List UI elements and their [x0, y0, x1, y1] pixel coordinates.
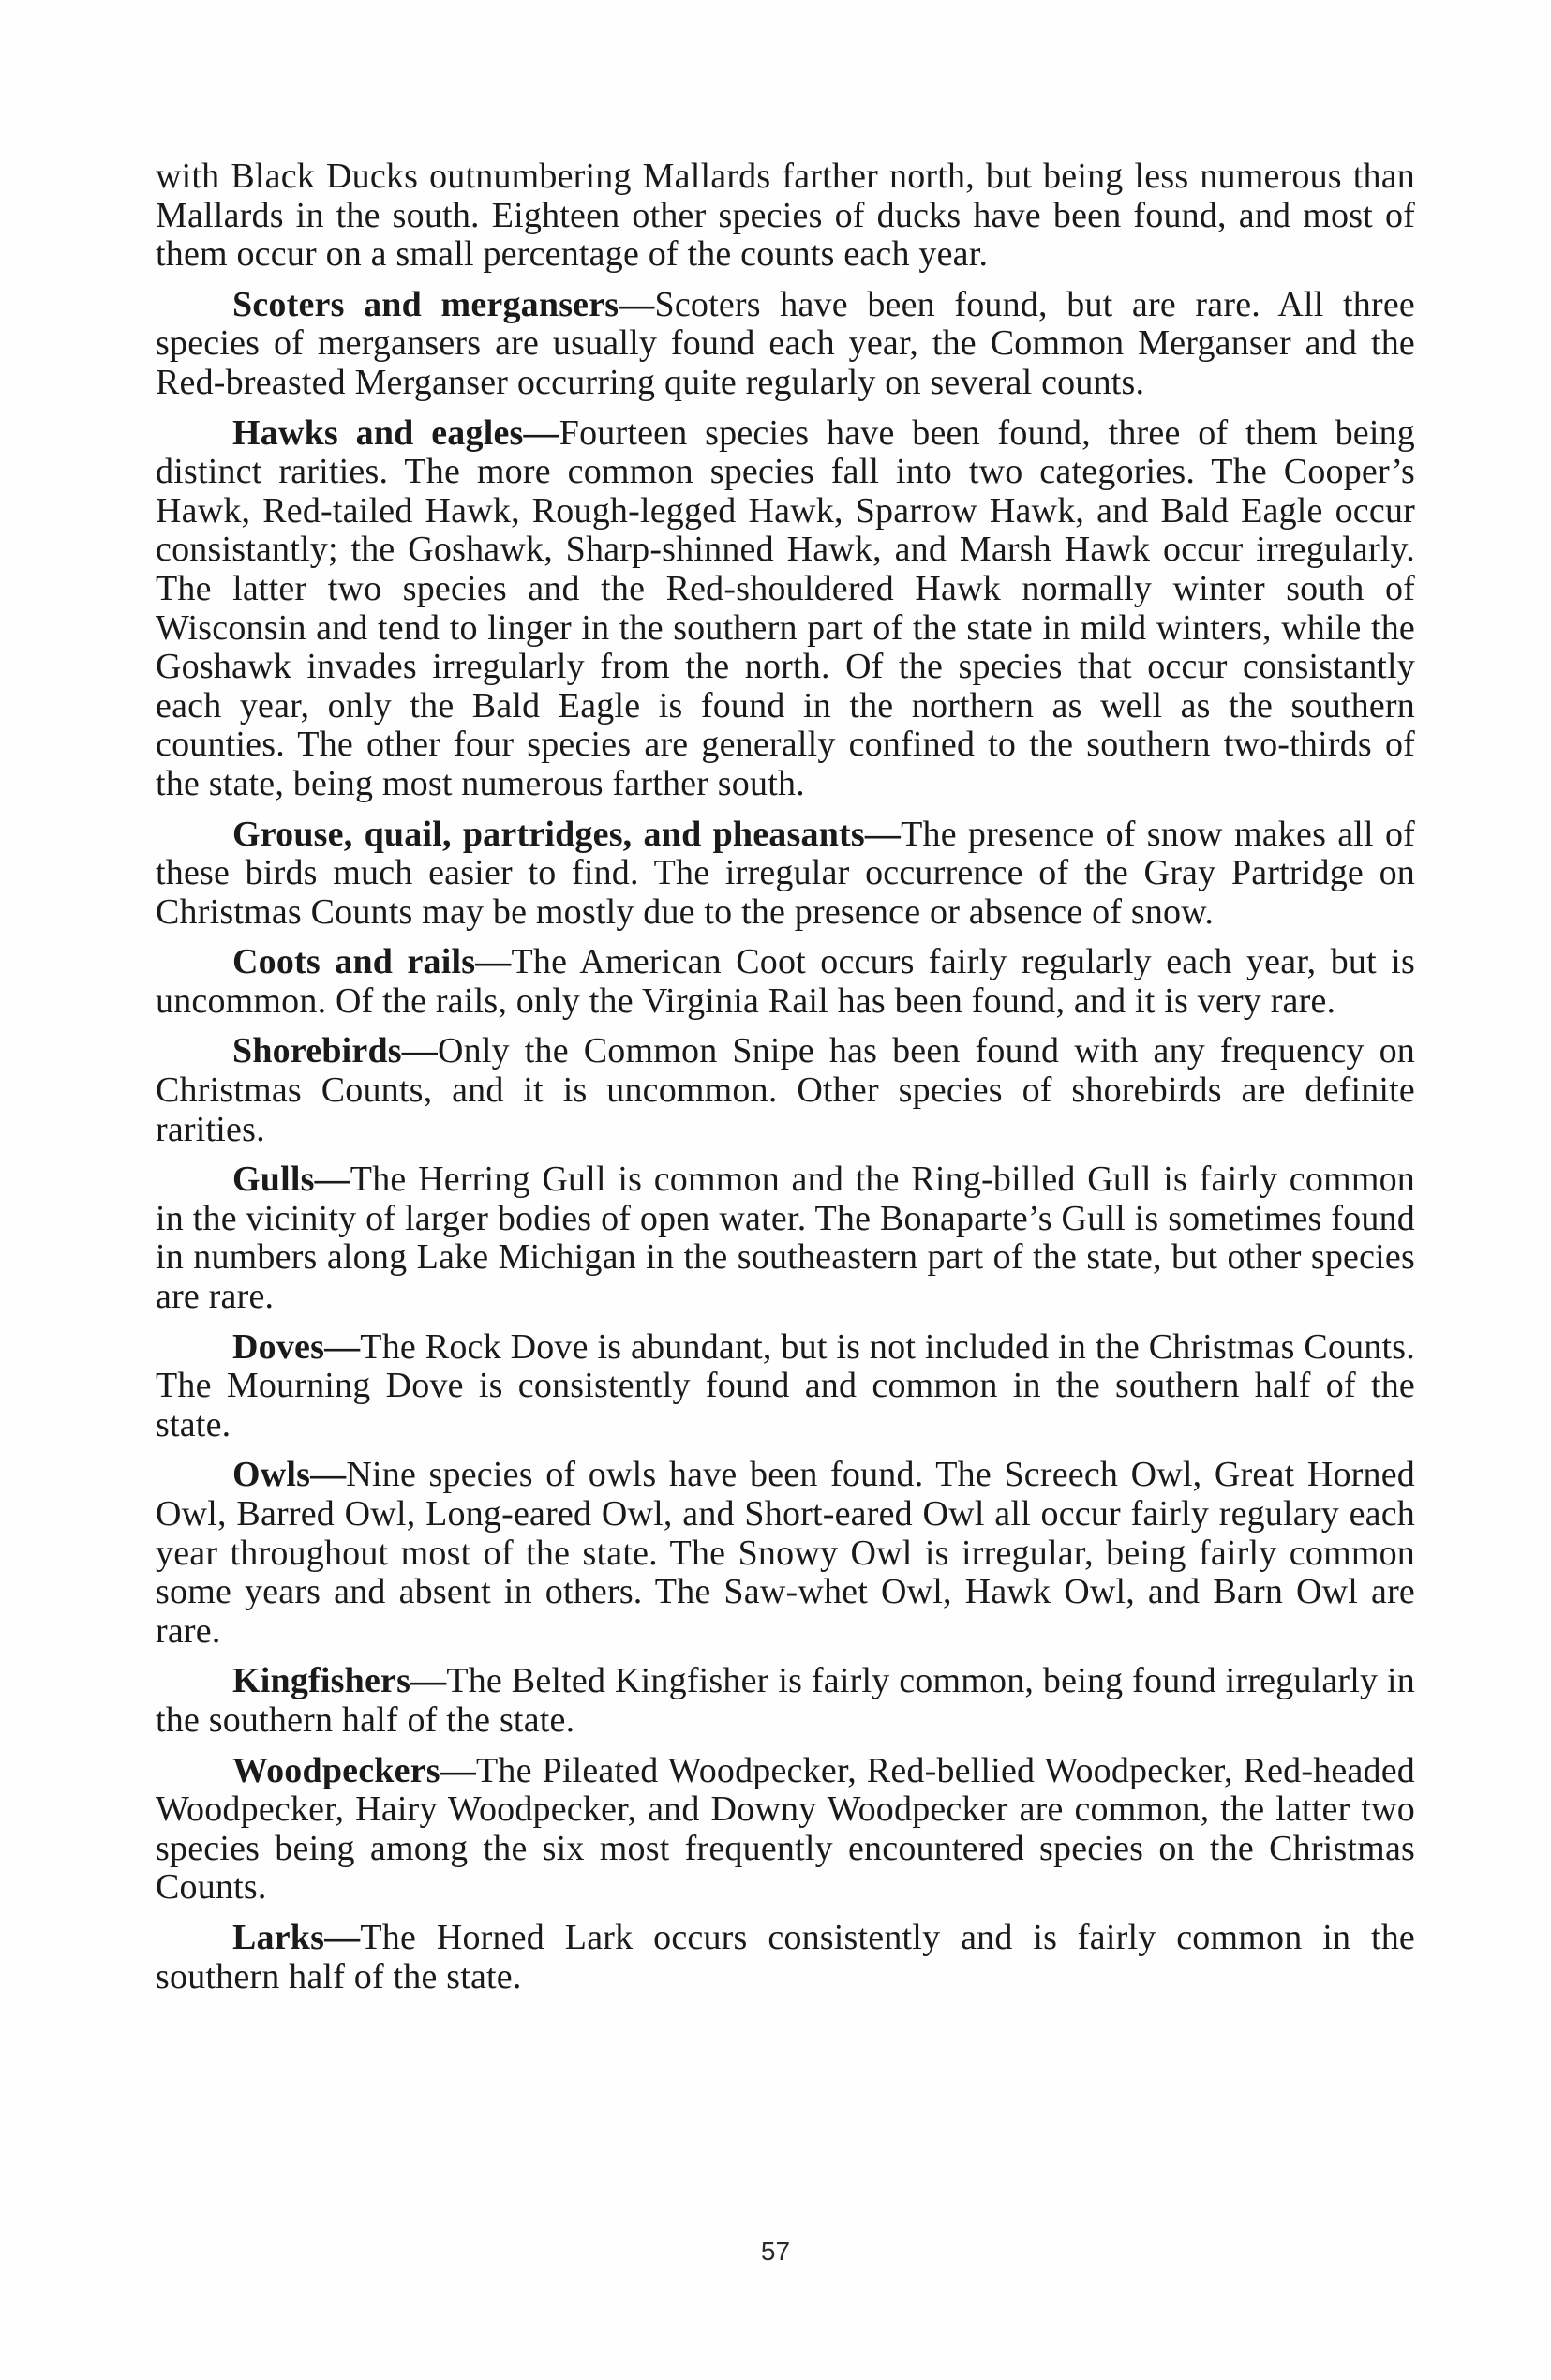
paragraph-shorebirds: [156, 1032, 1415, 1149]
paragraph-text: Nine species of owls have been found. The Screech Owl, Great Horned Owl, Barred Owl, Long-eared Owl, and Short-eared Owl all occur fairly regulary each year throughout most of the state. The Snowy Owl is irregular, being fairly common some years and absent in others. The Saw-whet Owl, Hawk Owl, and Barn Owl are rare.: [156, 1455, 1415, 1651]
paragraph-scoters-mergansers: [156, 286, 1415, 403]
paragraph-lead: Kingfishers—: [232, 1661, 447, 1701]
paragraph-lead: Grouse, quail, partridges, and pheasants—: [232, 814, 902, 854]
paragraph-lead: Owls—: [232, 1455, 347, 1495]
paragraph-kingfishers: [156, 1662, 1415, 1740]
paragraph-text: The Herring Gull is common and the Ring-billed Gull is fairly common in the vicinity of larger bodies of open water. The Bonaparte’s Gull is sometimes found in numbers along Lake Michigan in the southeastern part of the state, but other species are rare.: [156, 1160, 1415, 1317]
page-number: 57: [760, 2237, 791, 2266]
paragraph-text: The presence of snow makes all of these birds much easier to find. The irregular occurrence of the Gray Partridge on Christmas Counts may be mostly due to the presence or absence of snow.: [156, 814, 1415, 932]
paragraph-ducks-continued: [156, 157, 1415, 275]
paragraph-lead: Shorebirds—: [232, 1031, 438, 1071]
paragraph-gulls: [156, 1160, 1415, 1316]
paragraph-lead: Doves—: [232, 1326, 361, 1367]
paragraph-coots-rails: [156, 943, 1415, 1021]
paragraph-grouse-quail: [156, 816, 1415, 933]
paragraph-larks: [156, 1919, 1415, 1997]
paragraph-text: The Horned Lark occurs consistently and is fairly common in the southern half of the state.: [156, 1917, 1415, 1997]
paragraph-text: The Belted Kingfisher is fairly common, being found irregularly in the southern half of the state.: [156, 1661, 1415, 1740]
paragraph-text: with Black Ducks outnumbering Mallards farther north, but being less numerous than Mallards in the south. Eighteen other species of ducks have been found, and most of them occur on a small percentage of the counts each year.: [156, 157, 1415, 275]
paragraph-woodpeckers: [156, 1752, 1415, 1908]
paragraph-text: Fourteen species have been found, three of them being distinct rarities. The more common species fall into two categories. The Cooper’s Hawk, Red-tailed Hawk, Rough-legged Hawk, Sparrow Hawk, and Bald Eagle occur consistantly; the Goshawk, Sharp-shinned Hawk, and Marsh Hawk occur irregularly. The latter two species and the Red-shouldered Hawk normally winter south of Wisconsin and tend to linger in the southern part of the state in mild winters, while the Goshawk invades irregularly from the north. Of the species that occur consistantly each year, only the Bald Eagle is found in the northern as well as the southern counties. The other four species are generally confined to the southern two-thirds of the state, being most numerous farther south.: [156, 412, 1415, 803]
paragraph-text: The American Coot occurs fairly regularly each year, but is uncommon. Of the rails, only the Virginia Rail has been found, and it is very rare.: [156, 942, 1415, 1021]
paragraph-lead: Hawks and eagles—: [232, 412, 559, 453]
paragraph-owls: [156, 1456, 1415, 1651]
paragraph-text: The Pileated Woodpecker, Red-bellied Woodpecker, Red-headed Woodpecker, Hairy Woodpecker, and Downy Woodpecker are common, the latter two species being among the six most frequently encountered species on the Christmas Counts.: [156, 1750, 1415, 1908]
paragraph-doves: [156, 1328, 1415, 1445]
page-body: [156, 157, 1415, 2008]
paragraph-text: Scoters have been found, but are rare. All three species of mergansers are usually found each year, the Common Merganser and the Red-breasted Merganser occurring quite regularly on several counts.: [156, 284, 1415, 402]
paragraph-hawks-eagles: [156, 414, 1415, 804]
paragraph-lead: Coots and rails—: [232, 942, 512, 982]
paragraph-lead: Larks—: [232, 1917, 361, 1957]
paragraph-text: Only the Common Snipe has been found with any frequency on Christmas Counts, and it is uncommon. Other species of shorebirds are definite rarities.: [156, 1031, 1415, 1149]
paragraph-lead: Scoters and mergansers—: [232, 284, 655, 324]
paragraph-lead: Woodpeckers—: [232, 1750, 476, 1790]
paragraph-text: The Rock Dove is abundant, but is not included in the Christmas Counts. The Mourning Dove is consistently found and common in the southern half of the state.: [156, 1326, 1415, 1444]
paragraph-lead: Gulls—: [232, 1160, 350, 1200]
